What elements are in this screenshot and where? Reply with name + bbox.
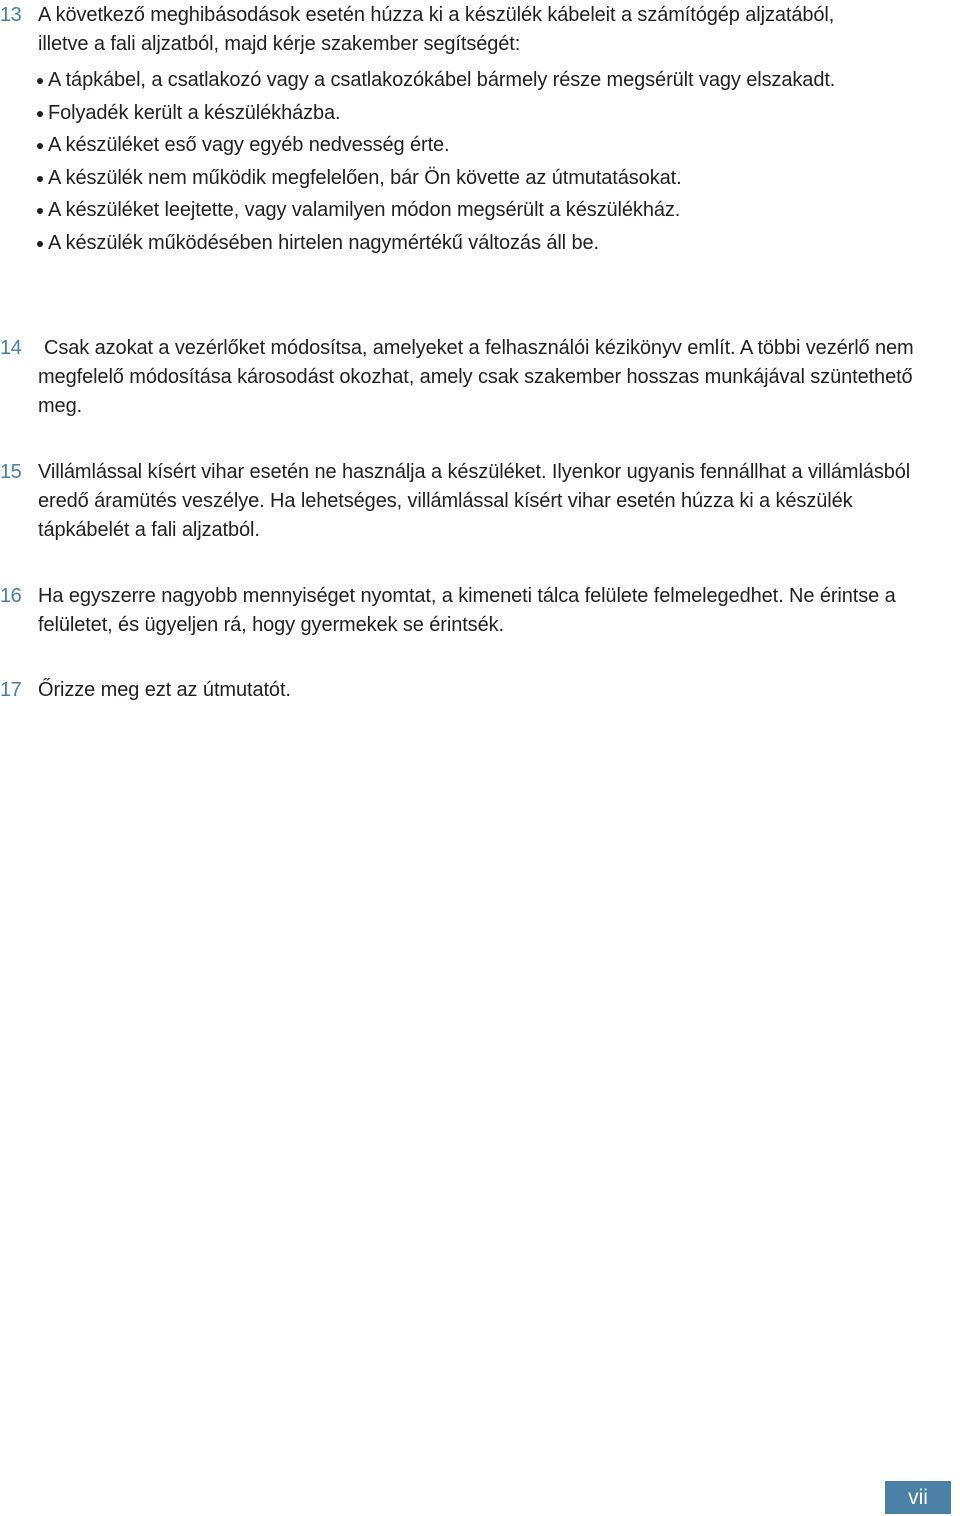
bullet-list (38, 66, 938, 258)
bullet-item (38, 229, 938, 258)
item-text: Csak azokat a vezérlőket módosítsa, amelyeket a felhasználói kézikönyv említ. A többi vezérlő nem megfelelő módosítása károsodást okozhat, amely csak szakember hosszas munkájával szüntethető meg. (38, 337, 914, 417)
item-number: 15 (0, 461, 22, 483)
item-text (38, 1, 938, 258)
bullet-text: A készülék működésében hirtelen nagymértékű változás áll be. (48, 231, 599, 254)
item-text: Ha egyszerre nagyobb mennyiséget nyomtat, a kimeneti tálca felülete felmelegedhet. Ne érintse a felületet, és ügyeljen rá, hogy gyermekek se érintsék. (38, 585, 896, 636)
item-intro: A következő meghibásodások esetén húzza ki a készülék kábeleit a számítógép aljzatából, illetve a fali aljzatból, majd kérje szakember segítségét: (38, 4, 835, 55)
bullet-item (38, 164, 938, 193)
item-text: Villámlással kísért vihar esetén ne használja a készüléket. Ilyenkor ugyanis fennállhat a villámlásból eredő áramütés veszélye. Ha lehetséges, villámlással kísért vihar esetén húzza ki a készülék tápkábelét a fali aljzatból. (38, 461, 911, 541)
bullet-text: A készülék nem működik megfelelően, bár Ön követte az útmutatásokat. (48, 166, 682, 189)
bullet-icon (37, 176, 43, 182)
bullet-item (38, 131, 938, 160)
bullet-item (38, 196, 938, 225)
bullet-icon (37, 143, 43, 149)
bullet-text: A tápkábel, a csatlakozó vagy a csatlakozókábel bármely része megsérült vagy elszakadt. (48, 69, 836, 91)
item-number: 17 (0, 679, 22, 701)
bullet-text: A készüléket eső vagy egyéb nedvesség érte. (48, 134, 450, 156)
item-number: 16 (0, 585, 22, 607)
bullet-icon (37, 78, 43, 84)
item-number: 14 (0, 337, 22, 359)
bullet-text: Folyadék került a készülékházba. (48, 101, 341, 124)
item-number: 13 (0, 4, 22, 26)
bullet-icon (37, 241, 43, 247)
item-text: Őrizze meg ezt az útmutatót. (38, 679, 291, 701)
bullet-icon (37, 111, 43, 117)
bullet-item (38, 99, 938, 128)
bullet-text: A készüléket leejtette, vagy valamilyen módon megsérült a készülékház. (48, 199, 681, 221)
bullet-icon (37, 208, 43, 214)
bullet-item (38, 66, 848, 95)
page-number-badge: vii (885, 1481, 951, 1514)
